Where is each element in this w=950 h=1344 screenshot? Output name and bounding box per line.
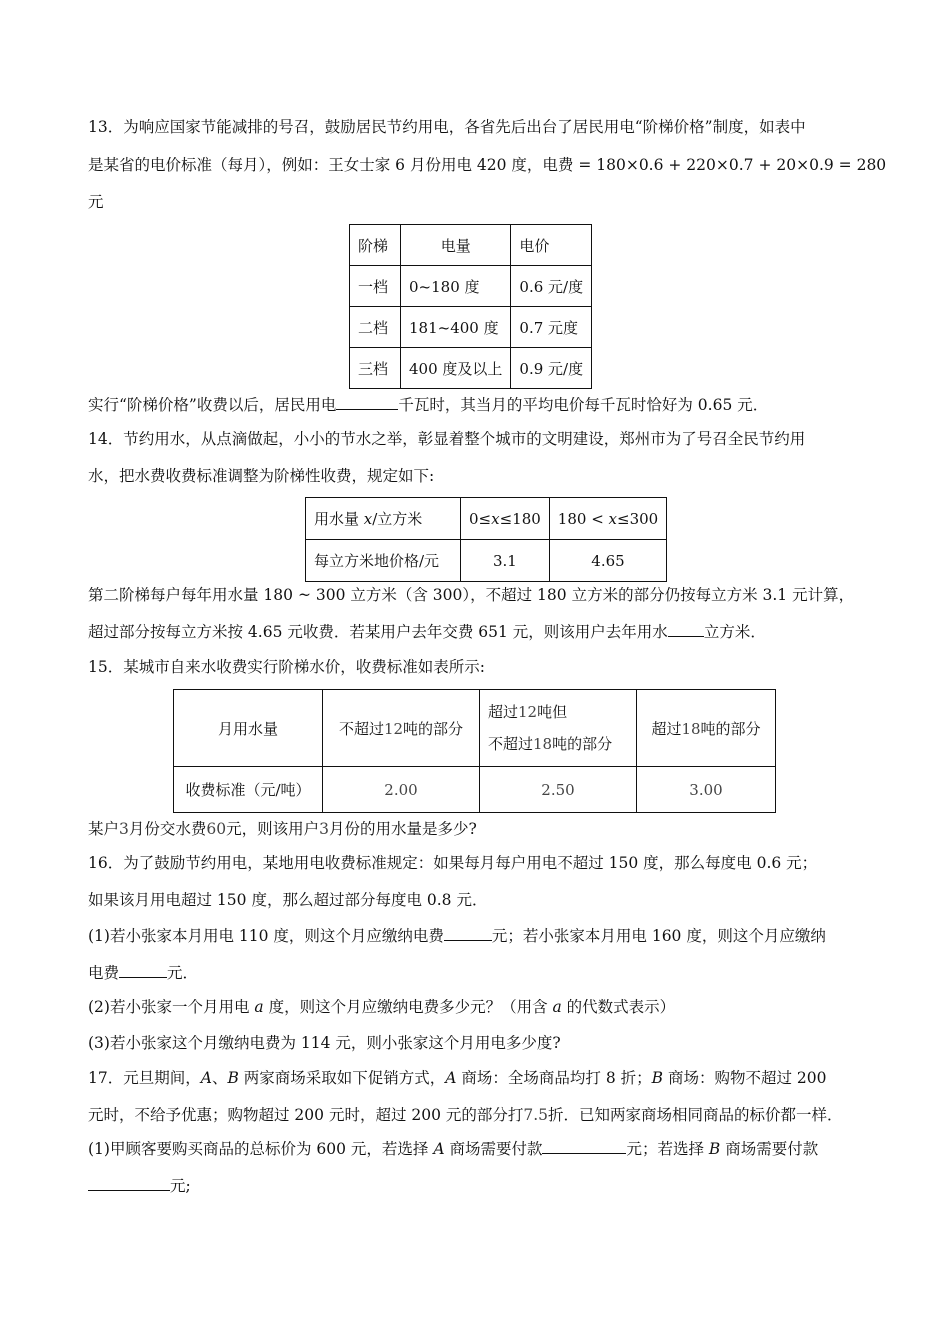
q17-line-1: 17．元旦期间，A、B 两家商场采取如下促销方式，A 商场：全场商品均打 8 折；B 商场：购物不超过 200 bbox=[88, 1069, 827, 1087]
table-row bbox=[174, 767, 776, 813]
table-row bbox=[350, 266, 592, 307]
table-cell: 二档 bbox=[350, 307, 401, 348]
table-header: 超过12吨但 不超过18吨的部分 bbox=[480, 690, 637, 767]
table-header: 超过18吨的部分 bbox=[637, 690, 776, 767]
q13-line-3: 元 bbox=[88, 193, 104, 211]
table-cell: 180 < x≤300 bbox=[549, 498, 666, 540]
table-header: 月用水量 bbox=[174, 690, 323, 767]
q16-line-2: 如果该月用电超过 150 度，那么超过部分每度电 0.8 元． bbox=[88, 891, 488, 909]
table-cell: 4.65 bbox=[549, 540, 666, 582]
q13-line-1: 13．为响应国家节能减排的号召，鼓励居民节约用电，各省先后出台了居民用电“阶梯价格”制度，如表中 bbox=[88, 118, 806, 136]
answer-blank[interactable] bbox=[88, 1175, 170, 1191]
table-cell: 0.6 元/度 bbox=[511, 266, 592, 307]
table-header: 阶梯 bbox=[350, 225, 401, 266]
q15-line-1: 15．某城市自来水收费实行阶梯水价，收费标准如表所示: bbox=[88, 658, 485, 676]
answer-blank[interactable] bbox=[542, 1138, 626, 1154]
answer-blank[interactable] bbox=[119, 962, 167, 978]
table-cell: 181~400 度 bbox=[401, 307, 511, 348]
table-header: 不超过12吨的部分 bbox=[323, 690, 480, 767]
table-header: 电价 bbox=[511, 225, 592, 266]
table-cell: 0≤x≤180 bbox=[461, 498, 550, 540]
q16-part-2: (2)若小张家一个月用电 a 度，则这个月应缴纳电费多少元？（用含 a 的代数式表示） bbox=[88, 998, 676, 1016]
q13-question-line: 实行“阶梯价格”收费以后，居民用电 千瓦时，其当月的平均电价每千瓦时恰好为 0.65 元． bbox=[88, 396, 769, 414]
table-row bbox=[306, 498, 667, 540]
table-header-row bbox=[350, 225, 592, 266]
q14-line-1: 14．节约用水，从点滴做起，小小的节水之举，彰显着整个城市的文明建设，郑州市为了号召全民节约用 bbox=[88, 430, 806, 448]
q13-price-table bbox=[349, 224, 592, 389]
table-row bbox=[306, 540, 667, 582]
q16-line-1: 16．为了鼓励节约用电，某地用电收费标准规定：如果每月每户用电不超过 150 度，那么每度电 0.6 元； bbox=[88, 854, 818, 872]
table-header-row bbox=[174, 690, 776, 767]
q13-line-2: 是某省的电价标准（每月），例如：王女士家 6 月份用电 420 度，电费 = 180×0.6 + 220×0.7 + 20×0.9 = 280 bbox=[88, 156, 887, 174]
q17-line-2: 元时，不给予优惠；购物超过 200 元时，超过 200 元的部分打7.5折．已知两家商场相同商品的标价都一样． bbox=[88, 1106, 843, 1124]
table-cell: 2.50 bbox=[480, 767, 637, 813]
q17-part-1-cont: 元; bbox=[88, 1175, 191, 1197]
answer-blank[interactable] bbox=[444, 925, 492, 941]
q17-part-1: (1)甲顾客要购买商品的总标价为 600 元，若选择 A 商场需要付款 元；若选择 B 商场需要付款 bbox=[88, 1140, 819, 1158]
q14-line-3: 第二阶梯每户每年用水量 180 ~ 300 立方米（含 300），不超过 180 立方米的部分仍按每立方米 3.1 元计算， bbox=[88, 586, 855, 604]
table-cell: 3.00 bbox=[637, 767, 776, 813]
q16-part-1-cont: 电费 元． bbox=[88, 964, 199, 982]
q16-part-3: (3)若小张家这个月缴纳电费为 114 元，则小张家这个月用电多少度? bbox=[88, 1034, 561, 1052]
table-cell: 3.1 bbox=[461, 540, 550, 582]
q15-water-fee-table bbox=[173, 689, 776, 813]
table-cell: 0.7 元度 bbox=[511, 307, 592, 348]
table-row bbox=[350, 307, 592, 348]
q14-question-line: 超过部分按每立方米按 4.65 元收费．若某用户去年交费 651 元，则该用户去年用水 立方米． bbox=[88, 623, 766, 641]
q14-water-table bbox=[305, 497, 667, 582]
q16-part-1: (1)若小张家本月用电 110 度，则这个月应缴纳电费 元；若小张家本月用电 160 度，则这个月应缴纳 bbox=[88, 927, 826, 945]
answer-blank[interactable] bbox=[668, 621, 704, 637]
table-cell: 400 度及以上 bbox=[401, 348, 511, 389]
table-cell: 用水量 x/立方米 bbox=[306, 498, 461, 540]
answer-blank[interactable] bbox=[336, 394, 398, 410]
q15-question-line: 某户3月份交水费60元，则该用户3月份的用水量是多少? bbox=[88, 820, 477, 838]
table-cell: 三档 bbox=[350, 348, 401, 389]
table-cell: 2.00 bbox=[323, 767, 480, 813]
table-cell: 每立方米地价格/元 bbox=[306, 540, 461, 582]
table-cell: 0.9 元/度 bbox=[511, 348, 592, 389]
table-cell: 收费标准（元/吨） bbox=[174, 767, 323, 813]
table-cell: 一档 bbox=[350, 266, 401, 307]
table-row bbox=[350, 348, 592, 389]
q14-line-2: 水，把水费收费标准调整为阶梯性收费，规定如下: bbox=[88, 467, 435, 485]
table-header: 电量 bbox=[401, 225, 511, 266]
table-cell: 0~180 度 bbox=[401, 266, 511, 307]
